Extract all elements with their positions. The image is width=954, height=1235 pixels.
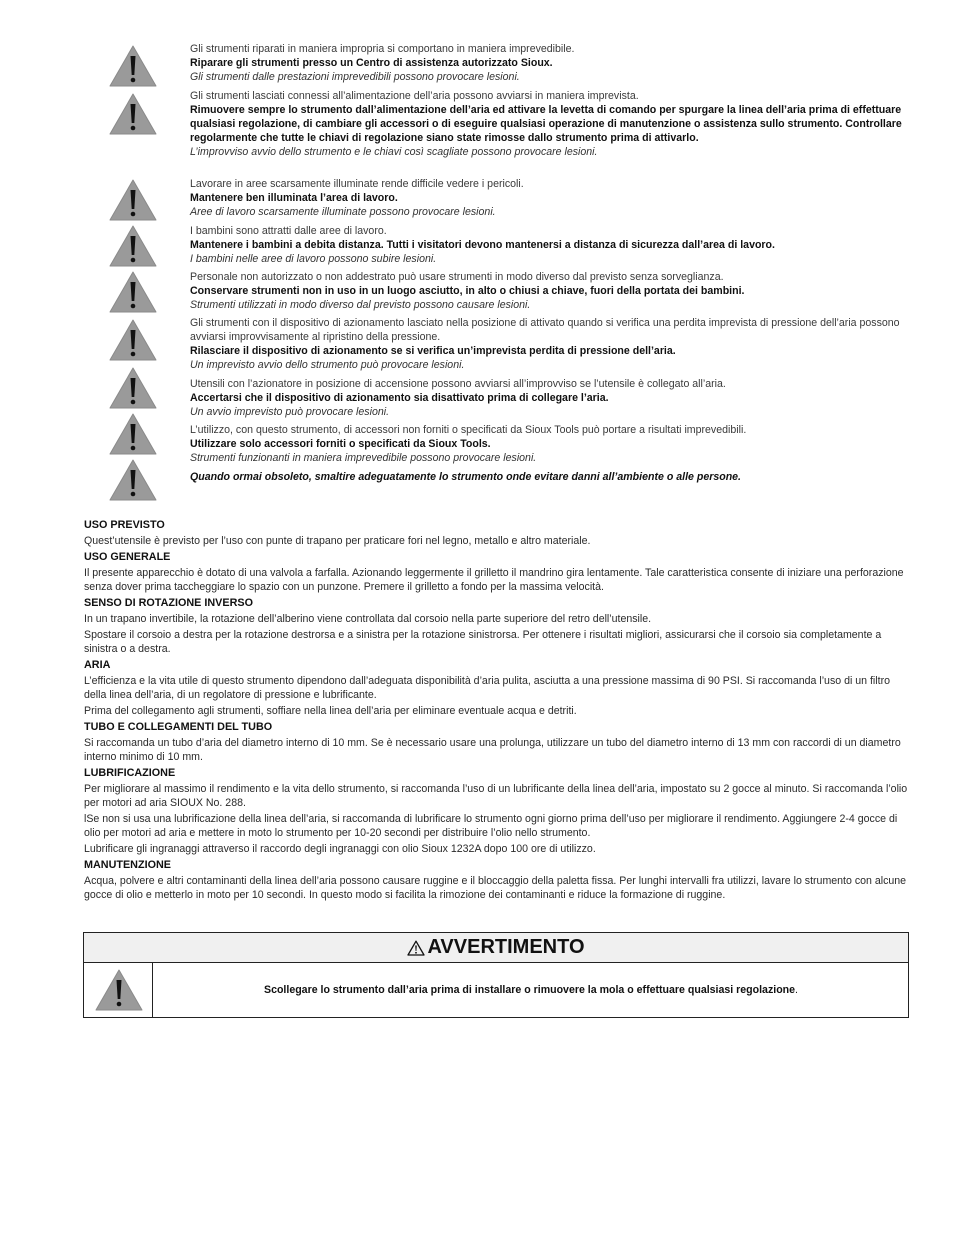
warning-action: Rimuovere sempre lo strumento dall’alimentazione dell’aria ed attivare la levetta di comando per spurgare la linea dell’aria prima di effettuare qualsiasi regolazione, di cambiare gli accessori o di eseguire qualsiasi operazione di manutenzione o assistenza sullo strumento. Controllare regolarmente che tutte le chiavi di regolazione siano state rimosse dallo strumento prima di attivarlo. <box>190 104 902 144</box>
section-paragraph: Lubrificare gli ingranaggi attraverso il raccordo degli ingranaggi con olio Sioux 1232A dopo 100 ore di utilizzo. <box>84 843 596 855</box>
warning-result: Un imprevisto avvio dello strumento può provocare lesioni. <box>190 359 465 371</box>
section-paragraph: lSe non si usa una lubrificazione della linea dell’aria, si raccomanda di lubrificare lo strumento ogni giorno prima dell’uso per migliorare il rendimento. Aggiungere 2-4 gocce di olio per motori ad aria e mettere in moto lo strumento per 10-20 secondi per distribuire l’olio nello strumento. <box>84 813 898 839</box>
section-paragraph: Per migliorare al massimo il rendimento e la vita dello strumento, si raccomanda l’uso di un lubrificante della linea dell’aria, impostato su 2 gocce al minuto. Si raccomanda l’olio per motori ad aria SIOUX No. 288. <box>84 783 908 809</box>
avvertimento-box <box>83 932 909 1018</box>
warning-block <box>190 423 912 465</box>
section-paragraph: Quest’utensile è previsto per l’uso con punte di trapano per praticare fori nel legno, metallo e altro materiale. <box>84 535 591 547</box>
warning-result: Un avvio imprevisto può provocare lesioni. <box>190 406 390 418</box>
section-paragraph: In un trapano invertibile, la rotazione dell’alberino viene controllata dal corsoio nella parte superiore del retro dell’utensile. <box>84 613 652 625</box>
warning-triangle-icon <box>108 44 158 88</box>
warning-hazard: Utensili con l’azionatore in posizione di accensione possono avviarsi all’improvviso se l’utensile è collegato all’aria. <box>190 378 726 390</box>
warning-action: Riparare gli strumenti presso un Centro di assistenza autorizzato Sioux. <box>190 57 553 69</box>
section-heading: LUBRIFICAZIONE <box>84 767 176 779</box>
warning-hazard: Lavorare in aree scarsamente illuminate rende difficile vedere i pericoli. <box>190 178 524 190</box>
section-heading: USO PREVISTO <box>84 519 165 531</box>
warning-hazard: Personale non autorizzato o non addestrato può usare strumenti in modo diverso dal previsto senza sorveglianza. <box>190 271 724 283</box>
section-heading: TUBO E COLLEGAMENTI DEL TUBO <box>84 721 273 733</box>
avvertimento-text: Scollegare lo strumento dall’aria prima di installare o rimuovere la mola o effettuare qualsiasi regolazione <box>264 983 796 996</box>
final-warning-block <box>190 470 912 484</box>
avvertimento-period: . <box>795 983 798 996</box>
instruction-sections <box>84 516 910 904</box>
warning-outline-icon <box>407 940 425 956</box>
section-paragraph: L’efficienza e la vita utile di questo strumento dipendono dall’adeguata disponibilità d’aria pulita, asciutta a una pressione massima di 90 PSI. Si raccomanda l’uso di un filtro della linea dell’aria, di un regolatore di pressione e lubrificante. <box>84 675 890 701</box>
warning-result: I bambini nelle aree di lavoro possono subire lesioni. <box>190 253 437 265</box>
warning-hazard: I bambini sono attratti dalle aree di lavoro. <box>190 225 387 237</box>
warning-triangle-icon <box>108 412 158 456</box>
warning-block <box>190 224 912 266</box>
warning-result: Strumenti funzionanti in maniera imprevedibile possono provocare lesioni. <box>190 452 537 464</box>
warning-hazard: L’utilizzo, con questo strumento, di accessori non forniti o specificati da Sioux Tools può portare a risultati imprevedibili. <box>190 424 747 436</box>
warning-triangle-icon <box>94 968 144 1012</box>
avvertimento-header <box>84 933 908 963</box>
final-warning: Quando ormai obsoleto, smaltire adeguatamente lo strumento onde evitare danni all’ambiente o alle persone. <box>190 471 741 483</box>
section-paragraph: Si raccomanda un tubo d’aria del diametro interno di 10 mm. Se è necessario usare una prolunga, utilizzare un tubo del diametro interno di 13 mm con raccordi di un diametro interno minimo di 10 mm. <box>84 737 901 763</box>
section-heading: ARIA <box>84 659 111 671</box>
warning-result: L’improvviso avvio dello strumento e le chiavi così scagliate possono provocare lesioni. <box>190 146 598 158</box>
warning-hazard: Gli strumenti con il dispositivo di azionamento lasciato nella posizione di attivato quando si verifica una perdita imprevista di pressione dell’aria possono avviarsi improvvisamente al ripristino della pressione. <box>190 317 900 343</box>
warning-action: Rilasciare il dispositivo di azionamento se si verifica un’imprevista perdita di pressione dell’aria. <box>190 345 676 357</box>
warning-result: Gli strumenti dalle prestazioni imprevedibili possono provocare lesioni. <box>190 71 520 83</box>
section-paragraph: Prima del collegamento agli strumenti, soffiare nella linea dell’aria per eliminare eventuale acqua e detriti. <box>84 705 577 717</box>
section-paragraph: Spostare il corsoio a destra per la rotazione destrorsa e a sinistra per la rotazione sinistrorsa. Per ottenere i risultati migliori, assicurarsi che il corsoio sia completamente a sinistra o a destra. <box>84 629 882 655</box>
section-heading: SENSO DI ROTAZIONE INVERSO <box>84 597 253 609</box>
avvertimento-title: AVVERTIMENTO <box>427 936 585 958</box>
warning-result: Strumenti utilizzati in modo diverso dal previsto possono causare lesioni. <box>190 299 531 311</box>
warning-triangle-icon <box>108 270 158 314</box>
section-heading: USO GENERALE <box>84 551 171 563</box>
warning-triangle-icon <box>108 178 158 222</box>
warning-action: Utilizzare solo accessori forniti o specificati da Sioux Tools. <box>190 438 491 450</box>
warning-block <box>190 177 912 219</box>
warning-action: Accertarsi che il dispositivo di azionamento sia disattivato prima di collegare l’aria. <box>190 392 609 404</box>
section-paragraph: Il presente apparecchio è dotato di una valvola a farfalla. Azionando leggermente il grilletto il mandrino gira lentamente. Tale caratteristica consente di iniziare una perforazione senza dover prima taccheggiare lo spazio con un punzone. Premere il grilletto a fondo per la massima velocità. <box>84 567 904 593</box>
warning-action: Conservare strumenti non in uso in un luogo asciutto, in alto o chiusi a chiave, fuori della portata dei bambini. <box>190 285 745 297</box>
warning-triangle-icon <box>108 318 158 362</box>
warning-action: Mantenere i bambini a debita distanza. Tutti i visitatori devono mantenersi a distanza di sicurezza dall’area di lavoro. <box>190 239 775 251</box>
warning-block <box>190 89 912 159</box>
section-paragraph: Acqua, polvere e altri contaminanti della linea dell’aria possono causare ruggine e il bloccaggio della paletta fissa. Per lunghi intervalli fra utilizzi, lavare lo strumento con alcune gocce di olio e metterlo in moto per 10 secondi. In questo modo si facilita la rimozione dei contaminanti e riduce la formazione di ruggine. <box>84 875 907 901</box>
warning-triangle-icon <box>108 224 158 268</box>
warning-block <box>190 377 912 419</box>
avvertimento-text-cell <box>154 962 908 1017</box>
warning-triangle-icon <box>108 92 158 136</box>
section-heading: MANUTENZIONE <box>84 859 171 871</box>
warning-hazard: Gli strumenti riparati in maniera impropria si comportano in maniera imprevedibile. <box>190 43 575 55</box>
avvertimento-icon-cell <box>84 962 153 1017</box>
warning-block <box>190 42 912 84</box>
warning-block <box>190 270 912 312</box>
warning-action: Mantenere ben illuminata l’area di lavoro. <box>190 192 398 204</box>
warning-triangle-icon <box>108 458 158 502</box>
warning-triangle-icon <box>108 366 158 410</box>
warning-block <box>190 316 912 372</box>
warning-result: Aree di lavoro scarsamente illuminate possono provocare lesioni. <box>190 206 496 218</box>
warning-hazard: Gli strumenti lasciati connessi all’alimentazione dell’aria possono avviarsi in maniera imprevista. <box>190 90 639 102</box>
